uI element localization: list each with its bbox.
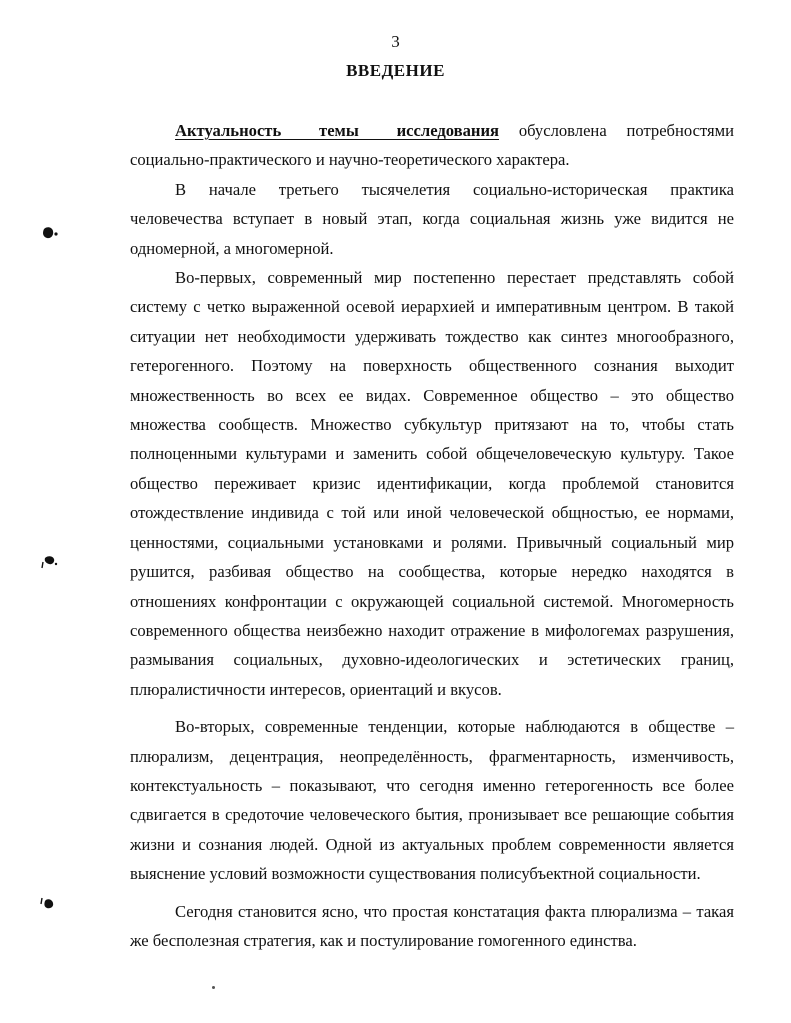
relevance-term: Актуальность темы исследования [175, 121, 500, 140]
paragraph-relevance [130, 116, 734, 175]
paragraph: Во-первых, современный мир постепенно перестает представлять собой систему с четко выраженной осевой иерархией и императивным центром. В такой ситуации нет необходимости удерживать тождество как синтез многообразного, гетерогенного. Поэтому на поверхность общественного сознания выходит множественность во всех ее видах. Современное общество – это общество множества сообществ. Множество субкультур притязают на то, чтобы стать полноценными культурами и заменить собой общечеловеческую культуру. Такое общество переживает кризис идентификации, когда проблемой становится отождествление индивида с той или иной человеческой общностью, ее нормами, ценностями, социальными установками и ролями. Привычный социальный мир рушится, разбивая общество на сообщества, которые нередко находятся в отношениях конфронтации с окружающей социальной системой. Многомерность современного общества неизбежно находит отражение в мифологемах разрушения, размывания социальных, духовно-идеологических и эстетических границ, плюралистичности интересов, ориентаций и вкусов. [130, 268, 734, 699]
page-number: 3 [391, 32, 400, 51]
paragraph: Во-вторых, современные тенденции, которые наблюдаются в обществе – плюрализм, децентрация, неопределённость, фрагментарность, изменчивость, контекстуальность – показывают, что сегодня именно гетерогенность все более сдвигается в средоточие человеческого бытия, пронизывает все решающие события жизни и сознания людей. Одной из актуальных проблем современности является выяснение условий возможности существования полисубъектной социальности. [130, 717, 734, 884]
paragraph: Сегодня становится ясно, что простая констатация факта плюрализма – такая же бесполезная стратегия, как и постулирование гомогенного единства. [130, 901, 734, 950]
paragraph-text: обусловлена потребностями социально-практического и научно-теоретического характера. [130, 121, 735, 170]
blot-mark-2 [40, 554, 60, 570]
blot-mark-3 [38, 895, 58, 911]
blot-mark-1 [40, 226, 60, 242]
scan-dot [212, 986, 215, 989]
paragraph: В начале третьего тысячелетия социально-историческая практика человечества вступает в новый этап, когда социальная жизнь уже видится не одномерной, а многомерной. [130, 179, 734, 258]
page-title: ВВЕДЕНИЕ [346, 61, 445, 80]
body-text [130, 116, 734, 955]
